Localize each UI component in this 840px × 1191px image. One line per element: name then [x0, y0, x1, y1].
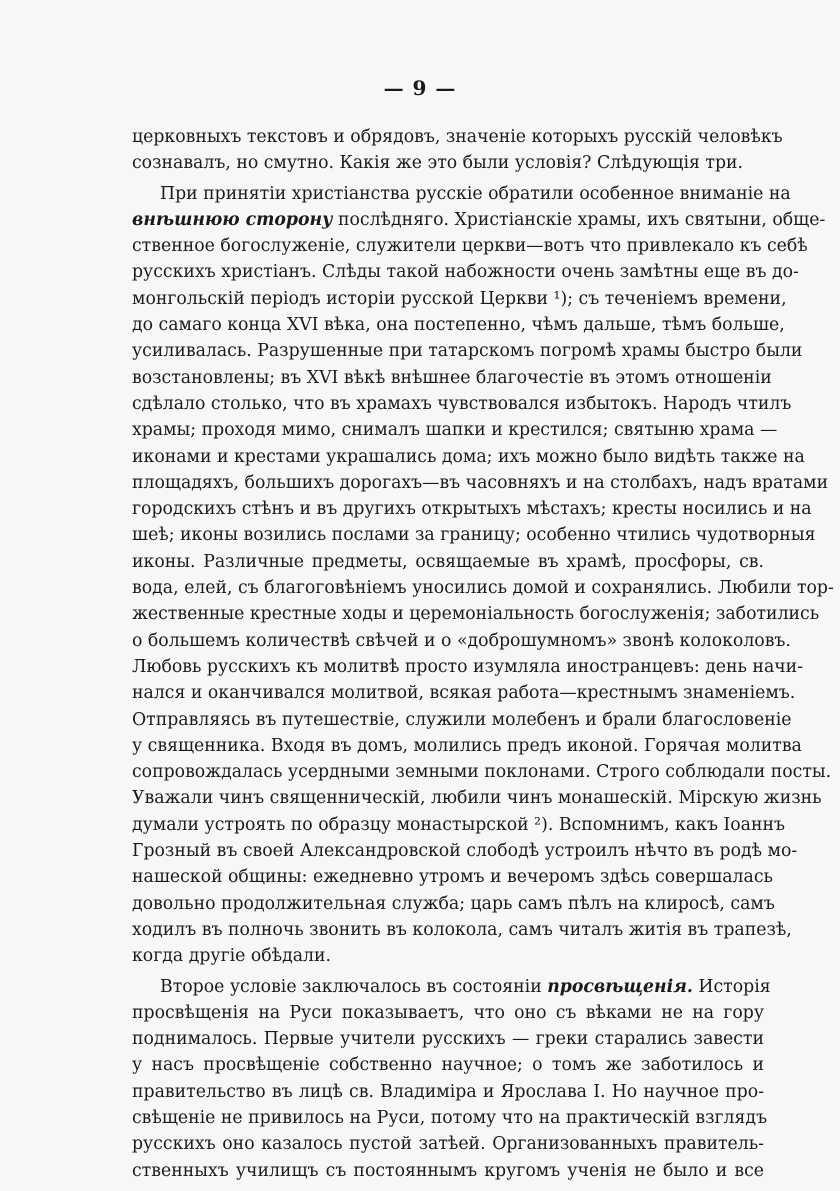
- text-line: у священника. Входя въ домъ, молились предъ иконой. Горячая молитва: [132, 735, 802, 756]
- text-line: ственное богослуженіе, служители церкви—вотъ что привлекало къ себѣ: [132, 236, 808, 257]
- text-line: ственныхъ училищъ съ постояннымъ кругомъ ученія не было и все: [132, 1160, 764, 1181]
- text-segment: послѣдняго. Христіанскіе храмы, ихъ святыни, обще-: [332, 209, 826, 230]
- text-line: сознавалъ, но смутно. Какія же это были условія? Слѣдующія три.: [132, 153, 744, 174]
- emphasized-text: внѣшнюю сторону: [132, 209, 333, 230]
- text-line: о большемъ количествѣ свѣчей и о «доброшумномъ» звонѣ колоколовъ.: [132, 630, 791, 651]
- text-line: когда другіе обѣдали.: [132, 946, 332, 967]
- text-line: При принятіи христіанства русскіе обратили особенное вниманіе на: [160, 183, 791, 204]
- text-line: монгольскій періодъ исторіи русской Церкви ¹); съ теченіемъ времени,: [132, 288, 787, 309]
- text-line: храмы; проходя мимо, снималъ шапки и крестился; святыню храма —: [132, 420, 778, 441]
- text-line: Любовь русскихъ къ молитвѣ просто изумляла иностранцевъ: день начи-: [132, 656, 804, 677]
- text-line: возстановлены; въ XVI вѣкѣ внѣшнее благочестіе въ этомъ отношеніи: [132, 367, 772, 388]
- text-line: жественные крестные ходы и церемоніальность богослуженія; заботились: [132, 604, 820, 625]
- text-line: ходилъ въ полночь звонить въ колокола, самъ читалъ житія въ трапезѣ,: [132, 919, 792, 940]
- text-line: сдѣлало столько, что въ храмахъ чувствовался избытокъ. Народъ чтилъ: [132, 393, 792, 414]
- text-line: иконами и крестами украшались дома; ихъ можно было видѣть также на: [132, 446, 805, 467]
- text-line: нашеской общины: ежедневно утромъ и вечеромъ здѣсь совершалась: [132, 867, 773, 888]
- text-line: Уважали чинъ священническій, любили чинъ монашескій. Мірскую жизнь: [132, 788, 822, 809]
- page-number: — 9 —: [383, 76, 457, 100]
- text-line: [132, 207, 826, 233]
- text-line: довольно продолжительная служба; царь самъ пѣлъ на клиросѣ, самъ: [132, 893, 775, 914]
- text-segment: Второе условіе заключалось въ состояніи: [160, 976, 548, 997]
- text-line: правительство въ лицѣ св. Владиміра и Ярослава I. Но научное про-: [132, 1081, 764, 1102]
- text-line: свѣщеніе не привилось на Руси, потому что на практическій взглядъ: [132, 1107, 768, 1128]
- text-line: до самаго конца XVI вѣка, она постепенно, чѣмъ дальше, тѣмъ больше,: [132, 315, 785, 336]
- text-line: Грозный въ своей Александровской слободѣ устроилъ нѣчто въ родѣ мо-: [132, 841, 798, 862]
- text-line: русскихъ оно казалось пустой затѣей. Организованныхъ правитель-: [132, 1134, 764, 1155]
- text-line: [132, 974, 771, 1000]
- body-text: [132, 124, 834, 1184]
- text-line: думали устроять по образцу монастырской ²). Вспомнимъ, какъ Іоаннъ: [132, 814, 786, 835]
- text-line: вода, елей, съ благоговѣніемъ уносились домой и сохранялись. Любили тор-: [132, 578, 834, 599]
- text-line: Отправляясь въ путешествіе, служили молебенъ и брали благословеніе: [132, 709, 792, 730]
- text-line: церковныхъ текстовъ и обрядовъ, значеніе которыхъ русскій человѣкъ: [132, 127, 783, 147]
- text-line: усиливалась. Разрушенные при татарскомъ погромѣ храмы быстро были: [132, 341, 803, 362]
- text-line: городскихъ стѣнъ и въ другихъ открытыхъ мѣстахъ; кресты носились и на: [132, 499, 812, 520]
- text-line: поднималось. Первые учители русскихъ — греки старались завести: [132, 1029, 764, 1050]
- emphasized-text: просвѣщенія.: [547, 976, 693, 997]
- text-line: иконы. Различные предметы, освящаемые въ храмѣ, просфоры, св.: [132, 551, 764, 572]
- text-line: нался и оканчивался молитвой, всякая работа—крестнымъ знаменіемъ.: [132, 683, 796, 704]
- text-line: у насъ просвѣщеніе собственно научное; о томъ же заботилось и: [132, 1055, 764, 1076]
- text-line: сопровождалась усердными земными поклонами. Строго соблюдали посты.: [132, 762, 832, 783]
- text-segment: Исторія: [692, 976, 771, 997]
- text-line: шеѣ; иконы возились послами за границу; особенно чтились чудотворныя: [132, 525, 816, 546]
- text-line: русскихъ христіанъ. Слѣды такой набожности очень замѣтны еще въ до-: [132, 262, 799, 283]
- text-line: просвѣщенія на Руси показываетъ, что оно съ вѣками не на гору: [132, 1002, 764, 1023]
- text-line: площадяхъ, большихъ дорогахъ—въ часовняхъ и на столбахъ, надъ вратами: [132, 472, 829, 493]
